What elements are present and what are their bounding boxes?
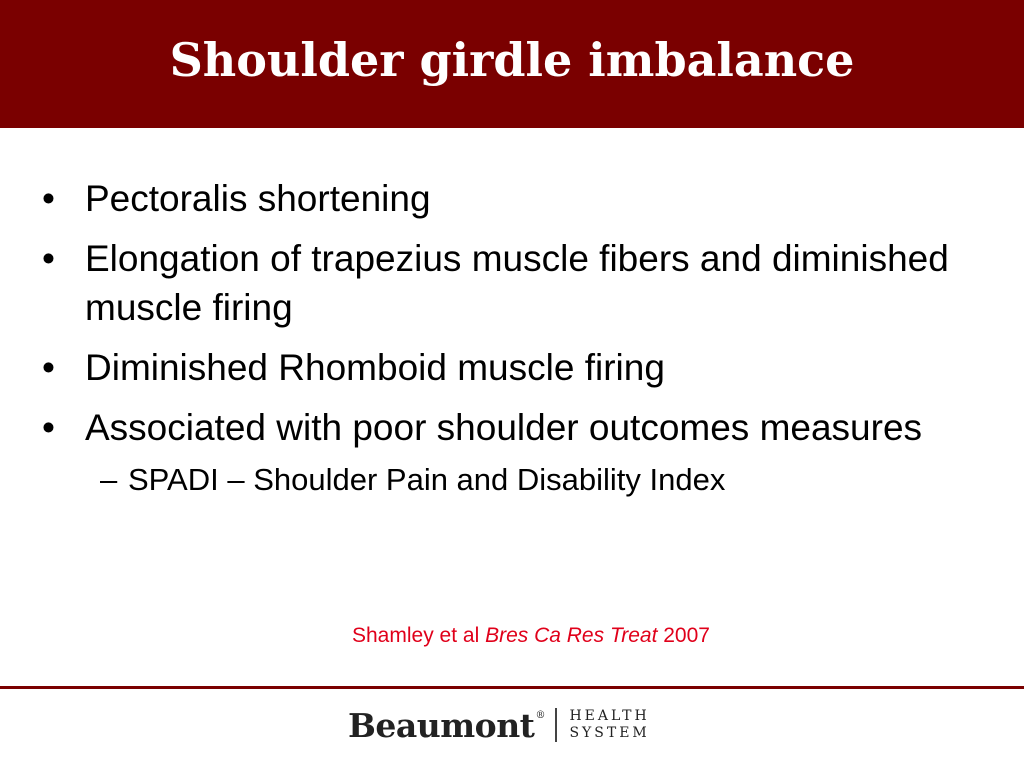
bullet-text: Pectoralis shortening [85,178,431,219]
sub-bullet-item [42,460,962,500]
bullet-dot-icon [42,403,72,452]
sub-bullet-text: SPADI – Shoulder Pain and Disability Index [128,462,726,497]
bullet-item [42,174,962,223]
bullet-text: Elongation of trapezius muscle fibers and diminished muscle firing [85,238,949,328]
bullet-dot-icon [42,174,72,223]
registered-mark: ® [535,710,546,721]
bullet-item [42,234,962,332]
bullet-item [42,403,962,452]
bullet-dot-icon [42,234,72,283]
slide-title: Shoulder girdle imbalance [169,33,855,87]
title-bar [0,0,1024,128]
beaumont-logo [348,700,650,750]
bullet-dot-icon [42,343,72,392]
logo-wordmark: Beaumont [348,705,535,745]
citation-year: 2007 [657,624,710,647]
logo-subtitle-line2: SYSTEM [569,725,650,741]
citation [352,622,710,650]
citation-journal: Bres Ca Res Treat [485,624,658,647]
footer-divider [0,686,1024,689]
bullet-list [42,174,962,500]
logo-subtitle-line1: HEALTH [569,708,650,724]
citation-authors: Shamley et al [352,624,486,647]
bullet-item [42,343,962,392]
en-dash-icon [100,460,117,500]
bullet-text: Diminished Rhomboid muscle firing [85,347,665,388]
logo-separator [555,708,557,742]
logo-subtitle [569,708,649,742]
bullet-text: Associated with poor shoulder outcomes measures [85,407,923,448]
